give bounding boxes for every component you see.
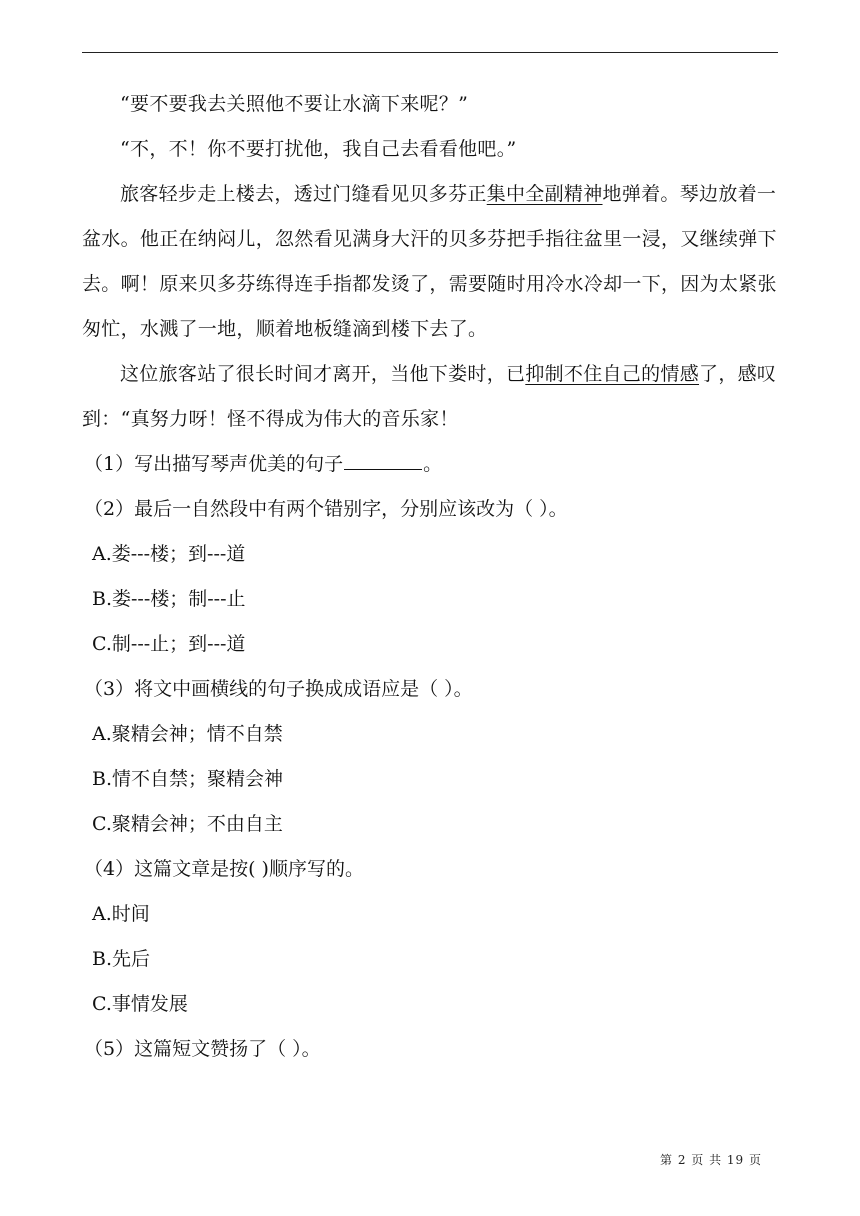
question-2: （2）最后一自然段中有两个错别字，分别应该改为（ ）。 [84,498,568,520]
paragraph-1 [82,82,782,127]
question-3-option-b[interactable]: B.情不自禁；聚精会神 [92,768,284,790]
paragraph-4 [82,352,782,442]
question-4-option-a[interactable]: A.时间 [92,903,150,925]
question-2-option-b[interactable]: B.娄---楼；制---止 [92,588,246,610]
paragraph-1-text: “要不要我去关照他不要让水滴下来呢？” [120,93,469,115]
paragraph-2-text: “不，不！你不要打扰他，我自己去看看他吧。” [120,138,517,160]
paragraph-2 [82,127,782,172]
underlined-phrase-2: 抑制不住自己的情感 [525,363,700,385]
question-3: （3）将文中画横线的句子换成成语应是（ ）。 [84,678,473,700]
question-2-option-a[interactable]: A.娄---楼；到---道 [92,543,246,565]
answer-blank[interactable] [344,453,422,470]
question-2-option-c[interactable]: C.制---止；到---道 [92,633,246,655]
question-4-option-c[interactable]: C.事情发展 [92,993,188,1015]
question-4-option-b[interactable]: B.先后 [92,948,151,970]
document-body [82,82,782,1072]
paragraph-4-text-b: 了，感叹到：“真努力呀！怪不得成为伟大的音乐家！ [82,363,777,430]
paragraph-3 [82,172,782,352]
question-5: （5）这篇短文赞扬了（ ）。 [84,1038,321,1060]
question-3-option-c[interactable]: C.聚精会神；不由自主 [92,813,283,835]
paragraph-3-text-a: 旅客轻步走上楼去，透过门缝看见贝多芬正 [120,183,487,205]
underlined-phrase-1: 集中全副精神 [486,183,603,205]
paragraph-3-text-b: 地弹着。琴边放着一盆水。他正在纳闷儿，忽然看见满身大汗的贝多芬把手指往盆里一浸，又继续弹下去。啊！原来贝多芬练得连手指都发烫了，需要随时用冷水冷却一下，因为太紧张匆忙，水溅了一地，顺着地板缝滴到楼下去了。 [82,183,777,340]
question-4: （4）这篇文章是按( )顺序写的。 [84,858,364,880]
paragraph-4-text-a: 这位旅客站了很长时间才离开，当他下娄时，已 [120,363,526,385]
page-number: 第 2 页 共 19 页 [660,1153,762,1167]
header-rule [82,52,778,53]
question-1-text: （1）写出描写琴声优美的句子 [84,453,344,475]
question-1 [82,442,782,487]
question-3-option-a[interactable]: A.聚精会神；情不自禁 [92,723,283,745]
question-1-end: 。 [423,453,443,475]
